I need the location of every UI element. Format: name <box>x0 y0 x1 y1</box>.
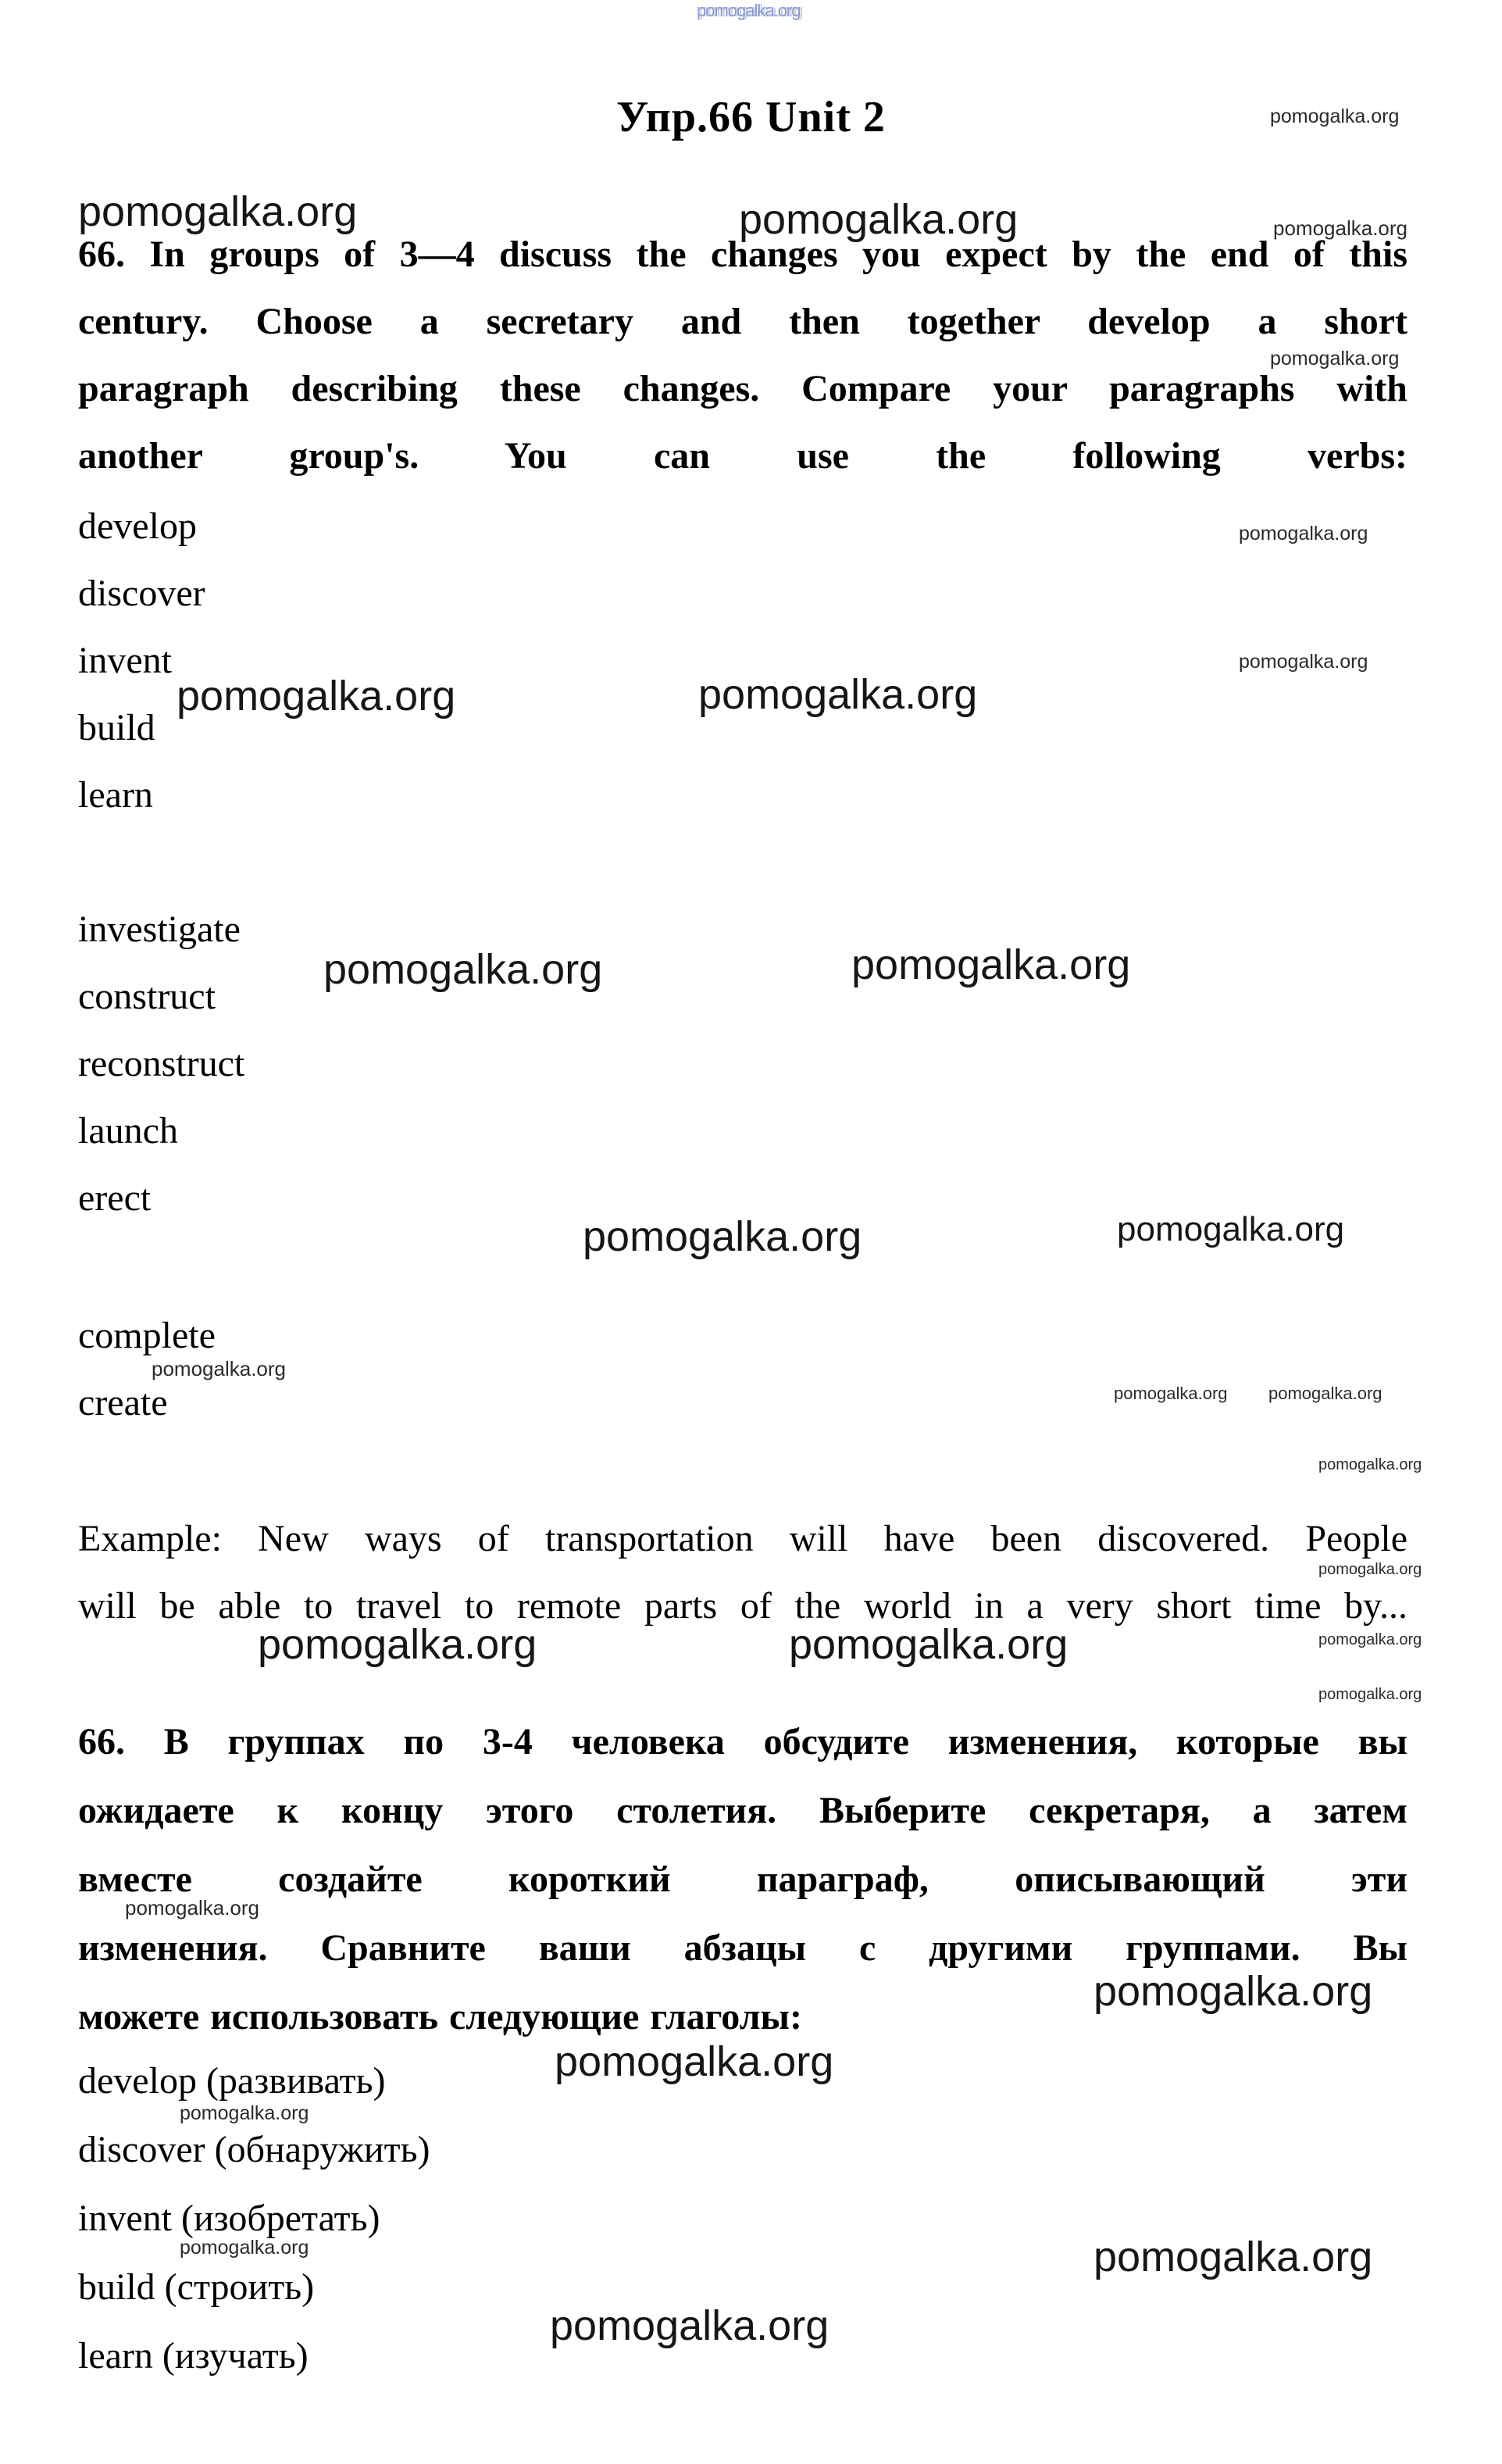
english-verb-list-1 <box>78 493 205 829</box>
watermark: pomogalka.org <box>739 196 1019 243</box>
watermark: pomogalka.org <box>698 671 978 718</box>
text-line: will be able to travel to remote parts of the world in a very short time by... <box>78 1585 1407 1627</box>
watermark: pomogalka.org <box>1239 651 1368 673</box>
watermark: pomogalka.org <box>180 2102 309 2124</box>
watermark: pomogalka.org <box>583 1213 862 1260</box>
verb-item: develop (развивать) <box>78 2060 386 2102</box>
verb-item: create <box>78 1382 168 1423</box>
page-title: Упр.66 Unit 2 <box>616 93 886 141</box>
verb-item: construct <box>78 976 216 1017</box>
english-task-paragraph <box>78 221 1407 490</box>
text-line: Example: New ways of transportation will have been discovered. People <box>78 1518 1407 1559</box>
verb-item: build <box>78 707 155 748</box>
watermark: pomogalka.org <box>1268 1384 1382 1403</box>
watermark: pomogalka.org <box>851 941 1131 988</box>
watermark: pomogalka.org <box>1273 216 1407 240</box>
verb-item: develop <box>78 505 197 547</box>
watermark: pomogalka.org <box>1239 523 1368 545</box>
watermark: pomogalka.org <box>323 946 603 993</box>
text-line: century. Choose a secretary and then together develop a short <box>78 301 1407 342</box>
russian-verb-list <box>78 2047 430 2391</box>
text-line: можете использовать следующие глаголы: <box>78 1996 802 2037</box>
verb-item: erect <box>78 1177 152 1219</box>
watermark: pomogalka.org <box>1318 1561 1422 1578</box>
verb-item: discover <box>78 573 205 614</box>
verb-item: learn <box>78 774 153 816</box>
watermark: pomogalka.org <box>697 1 801 20</box>
english-verb-list-2 <box>78 896 244 1232</box>
text-line: изменения. Сравните ваши абзацы с другими группами. Вы <box>78 1927 1407 1969</box>
example-paragraph <box>78 1505 1407 1640</box>
text-line: ожидаете к концу этого столетия. Выберите секретаря, а затем <box>78 1790 1407 1831</box>
verb-item: invent <box>78 640 172 681</box>
watermark: pomogalka.org <box>1114 1384 1228 1403</box>
text-line: 66. In groups of 3—4 discuss the changes you expect by the end of this <box>78 234 1407 275</box>
watermark: pomogalka.org <box>180 2237 309 2259</box>
verb-item: reconstruct <box>78 1043 245 1084</box>
watermark: pomogalka.org <box>125 1896 259 1919</box>
text-line: paragraph describing these changes. Compare your paragraphs with <box>78 368 1407 409</box>
text-line: another group's. You can use the following verbs: <box>78 435 1407 477</box>
watermark: pomogalka.org <box>1117 1210 1345 1248</box>
verb-item: launch <box>78 1110 178 1152</box>
watermark: pomogalka.org <box>550 2302 829 2349</box>
watermark: pomogalka.org <box>1318 1631 1422 1648</box>
watermark: pomogalka.org <box>258 1621 537 1668</box>
watermark: pomogalka.org <box>177 673 456 720</box>
watermark: pomogalka.org <box>1093 2234 1373 2280</box>
verb-item: discover (обнаружить) <box>78 2129 430 2170</box>
watermark: pomogalka.org <box>1318 1456 1422 1473</box>
verb-item: investigate <box>78 909 241 950</box>
watermark: pomogalka.org <box>789 1621 1069 1668</box>
watermark: pomogalka.org <box>1270 348 1400 370</box>
text-line: вместе создайте короткий параграф, описывающий эти <box>78 1859 1407 1900</box>
verb-item: build (строить) <box>78 2266 315 2308</box>
watermark: pomogalka.org <box>1270 105 1400 127</box>
watermark: pomogalka.org <box>152 1357 286 1380</box>
text-line: 66. В группах по 3-4 человека обсудите изменения, которые вы <box>78 1721 1407 1762</box>
watermark: pomogalka.org <box>78 188 358 235</box>
verb-item: learn (изучать) <box>78 2335 309 2377</box>
verb-item: complete <box>78 1315 216 1356</box>
watermark: pomogalka.org <box>1093 1968 1373 2015</box>
verb-item: invent (изобретать) <box>78 2198 380 2239</box>
watermark: pomogalka.org <box>1318 1686 1422 1703</box>
watermark: pomogalka.org <box>555 2038 834 2085</box>
